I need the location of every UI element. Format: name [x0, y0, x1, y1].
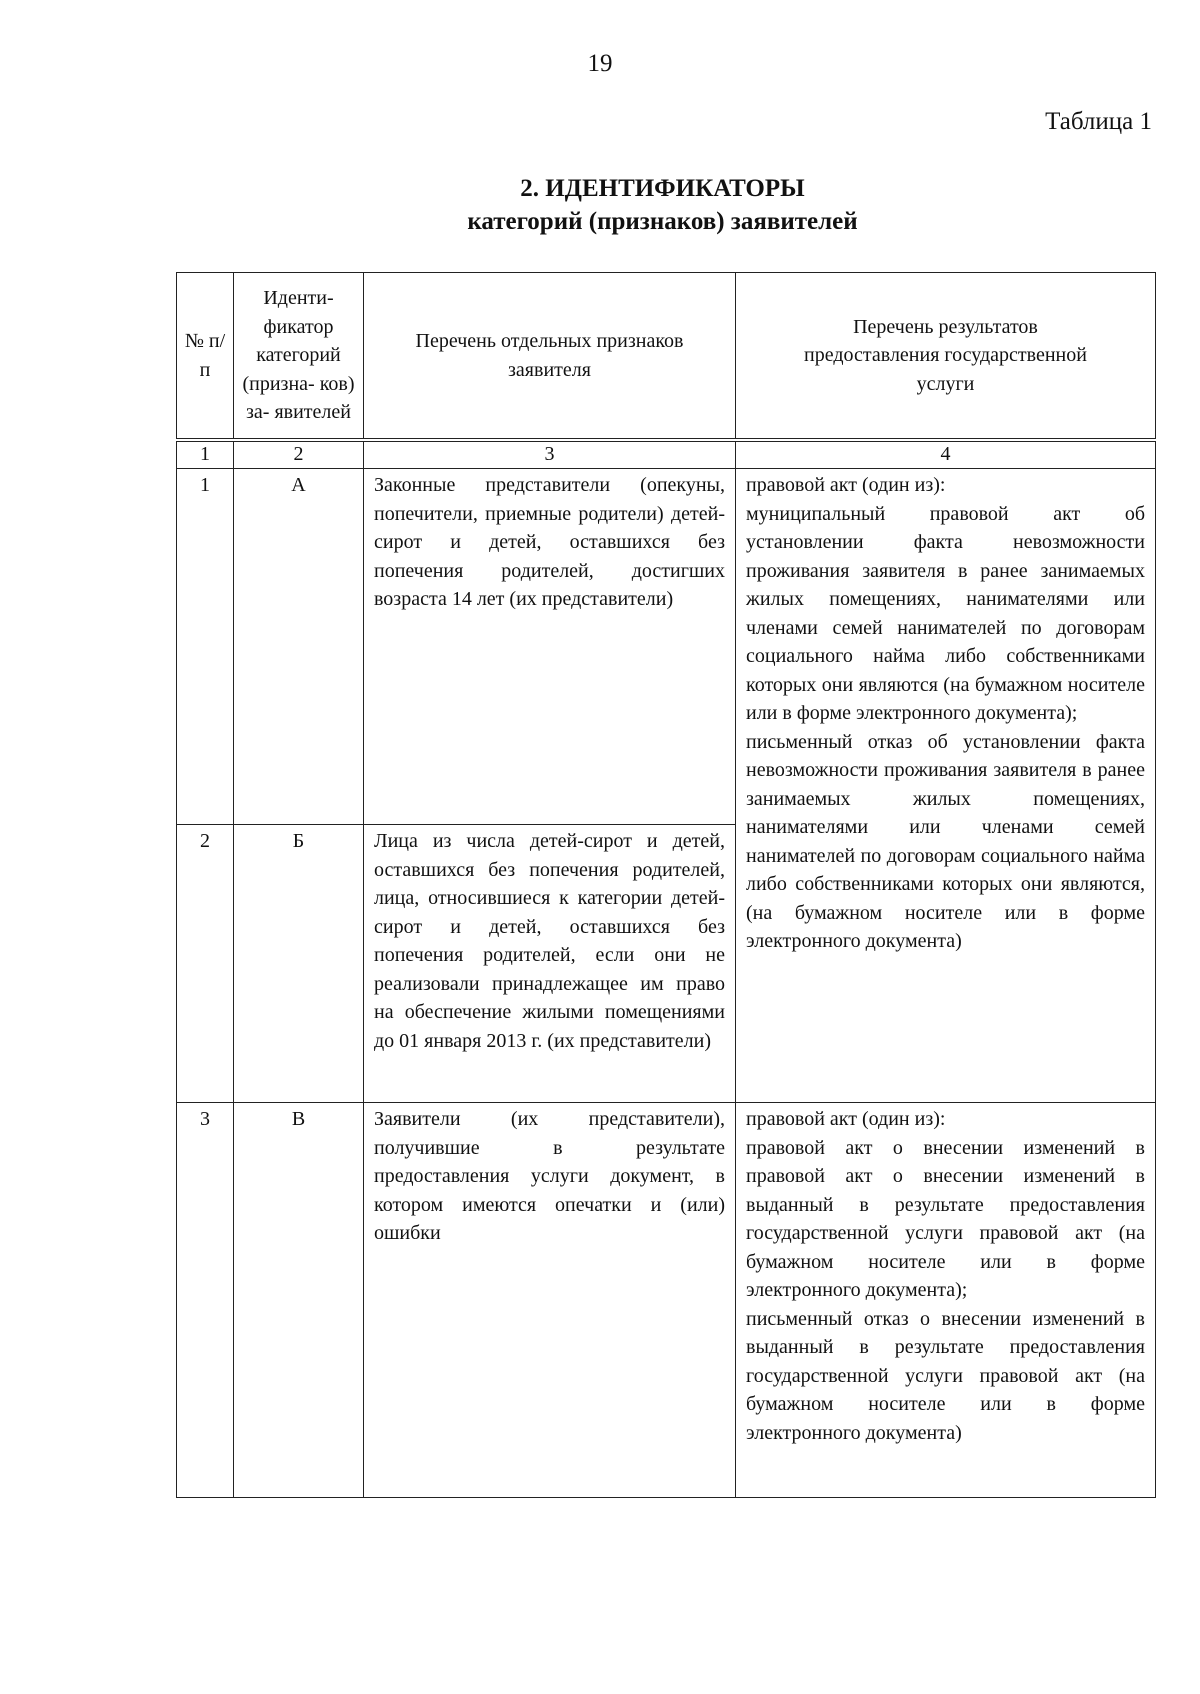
result-line: правовой акт (один из):: [746, 1108, 946, 1130]
header-results: Перечень результатов предоставления государственной услуги: [736, 273, 1156, 441]
table-label: Таблица 1: [1045, 108, 1152, 135]
column-number: 2: [234, 440, 364, 469]
category-identifier: А: [234, 469, 364, 825]
category-features: Лица из числа детей-сирот и детей, оставшихся без попечения родителей, лица, относившиеся к категории детей-сирот и детей, оставшихся без попечения родителей, если они не реализовали принадлежащее им право на обеспечение жилыми помещениями до 01 января 2013 г. (их представители): [364, 825, 736, 1103]
service-results: [736, 1103, 1156, 1498]
category-identifier: В: [234, 1103, 364, 1498]
table-row: [177, 1103, 1156, 1498]
header-identifier: Иденти- фикатор категорий (призна- ков) за- явителей: [234, 273, 364, 441]
column-number: 3: [364, 440, 736, 469]
category-features: Заявители (их представители), получившие в результате предоставления услуги документ, в котором имеются опечатки и (или) ошибки: [364, 1103, 736, 1498]
result-line: письменный отказ об установлении факта невозможности проживания заявителя в ранее занимаемых жилых помещениях, нанимателями или членами семей нанимателей по договорам социального найма либо собственниками которых они являются, (на бумажном носителе или в форме электронного документа): [746, 730, 1145, 952]
result-line: правовой акт (один из):: [746, 474, 946, 496]
page-title: [0, 172, 1200, 238]
row-number: 1: [177, 469, 234, 825]
result-line: правовой акт о внесении изменений в правовой акт о внесении изменений в выданный в результате предоставления государственной услуги правовой акт (на бумажном носителе или в форме электронного документа);: [746, 1136, 1145, 1301]
page-number: 19: [587, 50, 613, 77]
column-number: 1: [177, 440, 234, 469]
title-line-2: категорий (признаков) заявителей: [467, 208, 858, 235]
column-number-row: [177, 440, 1156, 469]
category-identifier: Б: [234, 825, 364, 1103]
header-row: [177, 273, 1156, 441]
identifiers-table: [176, 272, 1156, 1498]
row-number: 3: [177, 1103, 234, 1498]
table-row: [177, 469, 1156, 825]
header-number: № п/п: [177, 273, 234, 441]
result-line: муниципальный правовой акт об установлении факта невозможности проживания заявителя в ранее занимаемых жилых помещениях, нанимателями или членами семей нанимателей по договорам социального найма либо собственниками которых они являются (на бумажном носителе или в форме электронного документа);: [746, 502, 1145, 724]
result-line: письменный отказ о внесении изменений в выданный в результате предоставления государственной услуги правовой акт (на бумажном носителе или в форме электронного документа): [746, 1307, 1145, 1444]
title-line-1: 2. ИДЕНТИФИКАТОРЫ: [520, 175, 805, 202]
row-number: 2: [177, 825, 234, 1103]
service-results: [736, 469, 1156, 1103]
category-features: Законные представители (опекуны, попечители, приемные родители) детей-сирот и детей, оставшихся без попечения родителей, достигших возраста 14 лет (их представители): [364, 469, 736, 825]
column-number: 4: [736, 440, 1156, 469]
header-features: Перечень отдельных признаков заявителя: [364, 273, 736, 441]
